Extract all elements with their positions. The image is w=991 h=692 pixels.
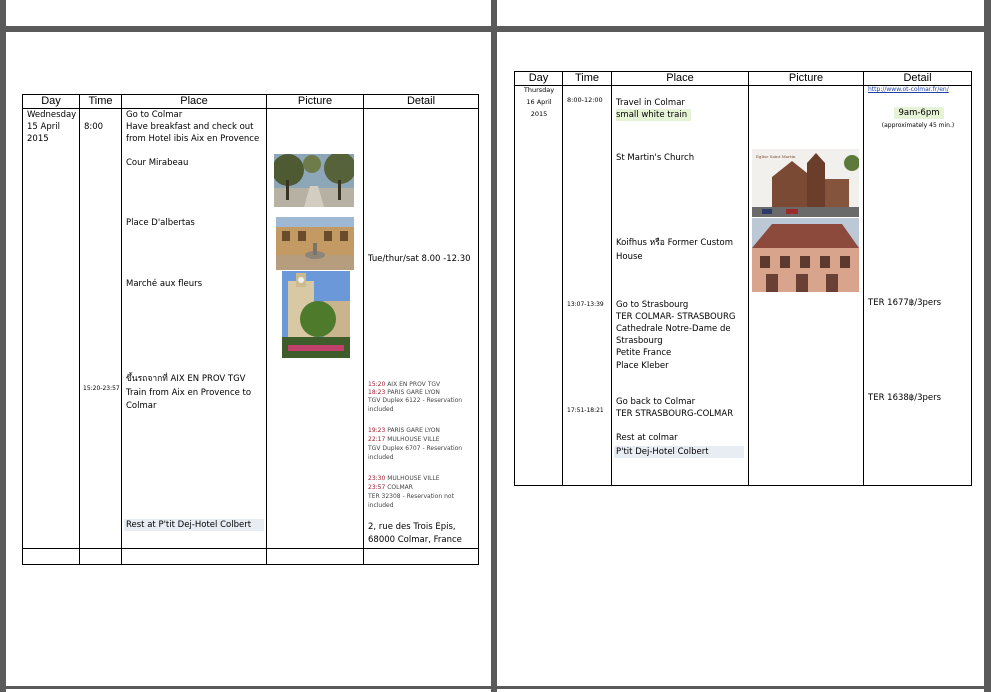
place-line: Train from Aix en Provence to (126, 388, 252, 398)
schedule-time: 18:23 (368, 389, 386, 396)
document-page-left (6, 32, 491, 692)
schedule-station: AIX EN PROV TGV (385, 381, 441, 388)
header-time: Time (563, 72, 612, 86)
tourism-link[interactable]: http://www.ot-colmar.fr/en/ (868, 86, 949, 93)
st-martin-church-photo (752, 149, 859, 217)
schedule-train: TER 32308 - Reservation not (368, 493, 454, 500)
place-line: Place D'albertas (126, 218, 195, 228)
empty-cell (23, 549, 80, 565)
place-line: Colmar (126, 401, 157, 411)
header-day: Day (515, 72, 563, 86)
time-1: 8:00-12:00 (567, 96, 603, 104)
place-line: Strasbourg (616, 336, 663, 346)
schedule-line (368, 475, 440, 484)
page-divider (491, 0, 497, 689)
hotel-address-line2: 68000 Colmar, France (368, 535, 462, 545)
schedule-train: TGV Duplex 6707 - Reservation (368, 445, 463, 452)
header-place: Place (122, 95, 267, 109)
place-line: TER COLMAR- STRASBOURG (616, 312, 736, 322)
hotel-address-line1: 2, rue des Trois Epis, (368, 522, 456, 532)
place-line: Go back to Colmar (616, 397, 696, 407)
place-line: Marché aux fleurs (126, 279, 203, 289)
empty-cell (122, 549, 267, 565)
day-weekday: Wednesday (27, 110, 77, 120)
opening-hours: 9am-6pm (894, 107, 944, 119)
place-line-highlight: small white train (616, 109, 691, 121)
place-line: Go to Colmar (126, 110, 183, 120)
ter-price-2: TER 1638฿/3pers (868, 393, 942, 403)
church-caption: Eglise Saint Martin (756, 154, 796, 159)
train-duration: (approximately 45 min.) (881, 122, 955, 129)
place-cell (612, 86, 749, 486)
place-line: Rest at colmar (616, 433, 678, 443)
schedule-note: included (368, 502, 394, 509)
schedule-note: included (368, 454, 394, 461)
picture-cell (749, 86, 864, 486)
schedule-station: MULHOUSE VILLE (385, 475, 440, 482)
day-cell (23, 109, 80, 549)
place-line: Place Kleber (616, 361, 669, 371)
header-day: Day (23, 95, 80, 109)
marche-aux-fleurs-photo (282, 271, 350, 358)
time-2: 13:07-13:39 (567, 301, 604, 308)
place-line-highlight: Rest at P'tit Dej-Hotel Colbert (124, 519, 264, 531)
market-hours: Tue/thur/sat 8.00 -12.30 (368, 254, 471, 264)
day-date: 15 April (27, 122, 60, 132)
schedule-time: 15:20 (368, 381, 386, 388)
place-line: ขึ้นรถจากที่ AIX EN PROV TGV (126, 374, 246, 384)
empty-cell (364, 549, 479, 565)
header-time: Time (80, 95, 122, 109)
schedule-train: TGV Duplex 6122 - Reservation (368, 397, 463, 404)
detail-cell (864, 86, 972, 486)
place-line: House (616, 252, 643, 262)
place-line: Travel in Colmar (616, 98, 685, 108)
place-line: Cour Mirabeau (126, 158, 189, 168)
previous-page-left-bottom (6, 0, 491, 26)
day-year: 2015 (27, 134, 49, 144)
place-line: Have breakfast and check out (126, 122, 254, 132)
time-cell (563, 86, 612, 486)
schedule-station: PARIS GARE LYON (385, 389, 440, 396)
place-line: from Hotel ibis Aix en Provence (126, 134, 260, 144)
place-line-highlight: P'tit Dej-Hotel Colbert (614, 446, 744, 458)
schedule-time: 23:30 (368, 475, 386, 482)
day-cell (515, 86, 563, 486)
day-year: 2015 (530, 110, 548, 118)
header-detail: Detail (864, 72, 972, 86)
place-cell (122, 109, 267, 549)
schedule-line (368, 436, 440, 445)
place-line: St Martin's Church (616, 153, 695, 163)
header-place: Place (612, 72, 749, 86)
itinerary-table-left (22, 94, 479, 565)
schedule-time: 19:23 (368, 427, 386, 434)
schedule-station: MULHOUSE VILLE (385, 436, 440, 443)
day-date: 16 April (526, 98, 552, 106)
schedule-time: 23:57 (368, 484, 386, 491)
document-page-right (497, 32, 984, 692)
detail-cell (364, 109, 479, 549)
schedule-station: COLMAR (385, 484, 413, 491)
ter-price-1: TER 1677฿/3pers (868, 298, 942, 308)
schedule-station: PARIS GARE LYON (385, 427, 440, 434)
header-picture: Picture (749, 72, 864, 86)
picture-cell (267, 109, 364, 549)
schedule-time: 22:17 (368, 436, 386, 443)
previous-page-right-bottom (497, 0, 984, 26)
time-3: 17:51-18:21 (567, 407, 604, 414)
place-line: Cathedrale Notre-Dame de (616, 324, 731, 334)
empty-cell (80, 549, 122, 565)
time-cell (80, 109, 122, 549)
time-2: 15:20-23:57 (83, 385, 120, 392)
koifhus-photo (752, 218, 859, 292)
day-weekday: Thursday (523, 86, 555, 94)
schedule-line (368, 427, 440, 436)
cour-mirabeau-photo (274, 154, 354, 207)
empty-cell (267, 549, 364, 565)
place-line: Petite France (616, 348, 672, 358)
place-dalbertas-photo (276, 217, 354, 270)
place-line: TER STRASBOURG-COLMAR (616, 409, 734, 419)
header-detail: Detail (364, 95, 479, 109)
schedule-note: included (368, 406, 394, 413)
place-line: Koifhus หรือ Former Custom (616, 238, 733, 248)
place-line: Go to Strasbourg (616, 300, 689, 310)
itinerary-table-right (514, 71, 972, 486)
header-picture: Picture (267, 95, 364, 109)
time-1: 8:00 (84, 122, 104, 132)
schedule-line (368, 484, 413, 493)
